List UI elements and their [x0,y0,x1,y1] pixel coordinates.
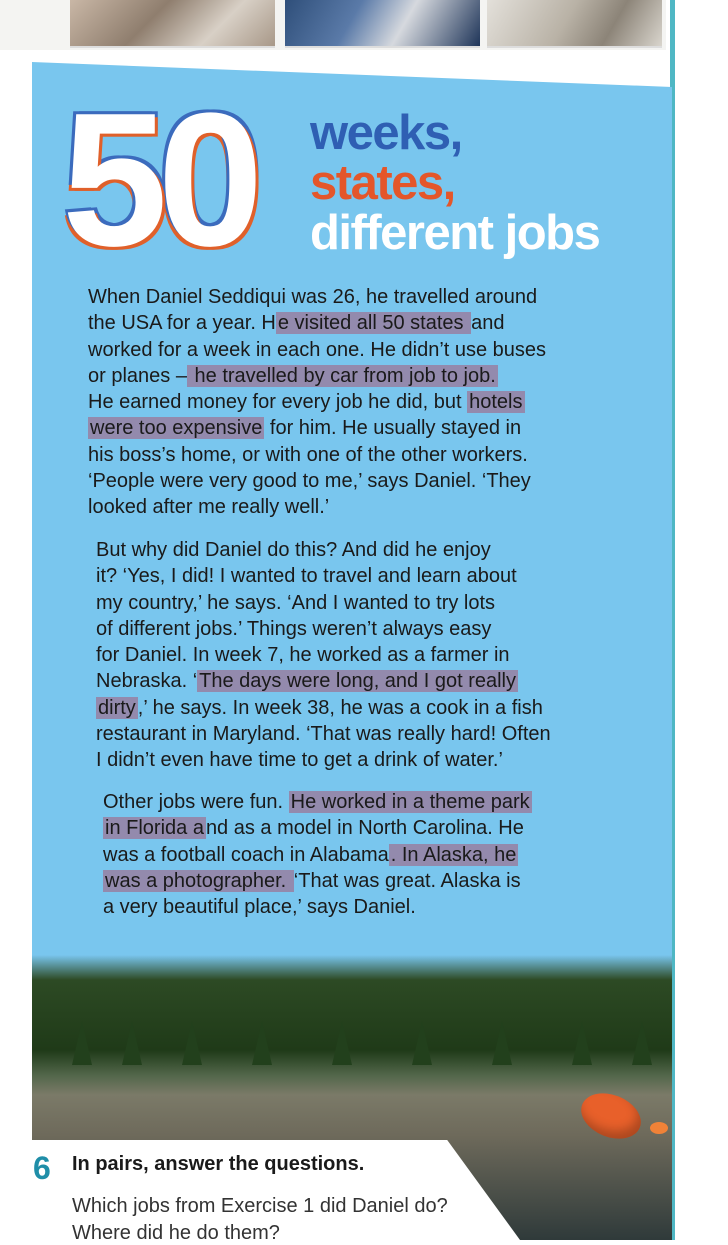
photo-thumbnail [487,0,662,48]
exercise-question-2: Where did he do them? [72,1222,280,1244]
article-paragraph-3 [103,789,603,920]
page-margin [666,0,728,1240]
line-text: ‘People were very good to me,’ says Daniel. ‘They [88,470,531,493]
exercise-number: 6 [33,1150,51,1186]
article-line [88,494,588,520]
line-text: his boss’s home, or with one of the other workers. [88,443,528,466]
photo-thumbnail [70,0,275,48]
article-line [88,415,588,441]
highlighted-text: hotels [469,391,523,414]
article-line [88,363,588,389]
article-line [96,563,596,589]
article-line [96,721,596,747]
line-text: of different jobs.’ Things weren’t always easy [96,617,492,640]
line-text: He earned money for every job he did, but [88,391,468,414]
line-text: ‘That was great. Alaska is [293,869,521,892]
article-line [96,590,596,616]
highlighted-text: e visited all 50 states [277,312,470,335]
exercise-title: In pairs, answer the questions. [72,1153,365,1175]
highlighted-text: was a photographer. [105,869,292,892]
line-text: worked for a week in each one. He didn’t use buses [88,338,547,361]
headline-line-weeks: weeks, [310,106,462,160]
highlighted-text: He worked in a theme park [290,791,530,813]
line-text: the USA for a year. H [88,312,276,335]
article-line [88,468,588,494]
line-text: Nebraska. ‘ [96,670,198,693]
line-text: my country,’ he says. ‘And I wanted to try lots [96,591,496,614]
article-line [103,842,603,868]
line-text: was a football coach in Alabama [103,843,389,866]
line-text: restaurant in Maryland. ‘That was really hard! Often [96,723,551,746]
article-line [103,815,603,841]
line-text: ,’ he says. In week 38, he was a cook in a fish [137,696,543,719]
line-text: But why did Daniel do this? And did he enjoy [96,539,491,561]
article-line [96,642,596,668]
highlighted-text: he travelled by car from job to job. [188,364,496,387]
buoy-cap [650,1122,668,1134]
line-text: I didn’t even have time to get a drink of water.’ [96,749,503,772]
headline [310,108,599,258]
headline-number: 50 [62,74,254,286]
line-text: for Daniel. In week 7, he worked as a farmer in [96,644,510,667]
line-text: for him. He usually stayed in [264,417,522,440]
article-paragraph-1 [88,284,588,521]
article-line [103,894,603,920]
highlighted-text: were too expensive [90,417,263,440]
line-text: and [471,312,505,335]
highlighted-text: The days were long, and I got really [199,670,517,693]
line-text: or planes – [88,364,187,387]
photo-thumbnail [285,0,480,48]
line-text: Other jobs were fun. [103,791,289,813]
article-line [96,747,596,773]
article-paragraph-2 [96,537,596,774]
line-text: it? ‘Yes, I did! I wanted to travel and learn about [96,565,517,588]
line-text: looked after me really well.’ [88,496,330,519]
line-text: a very beautiful place,’ says Daniel. [103,896,416,919]
article-line [88,310,588,336]
article-line [88,337,588,363]
line-text: When Daniel Seddiqui was 26, he travelled around [88,286,538,308]
article-line [96,537,596,563]
exercise-question-1: Which jobs from Exercise 1 did Daniel do? [72,1195,448,1217]
highlighted-text: . In Alaska, he [390,843,517,866]
headline-line-states: states, [310,156,455,210]
article-line [88,442,588,468]
article-line [96,668,596,694]
line-text: nd as a model in North Carolina. He [205,817,524,840]
headline-line-jobs: different jobs [310,206,600,260]
article-line [96,616,596,642]
highlighted-text: in Florida a [105,817,204,840]
photo-strip [0,0,728,50]
article-line [88,284,588,310]
highlighted-text: dirty [98,696,136,719]
article-line [103,868,603,894]
article-line [103,789,603,815]
article-line [96,695,596,721]
article-line [88,389,588,415]
